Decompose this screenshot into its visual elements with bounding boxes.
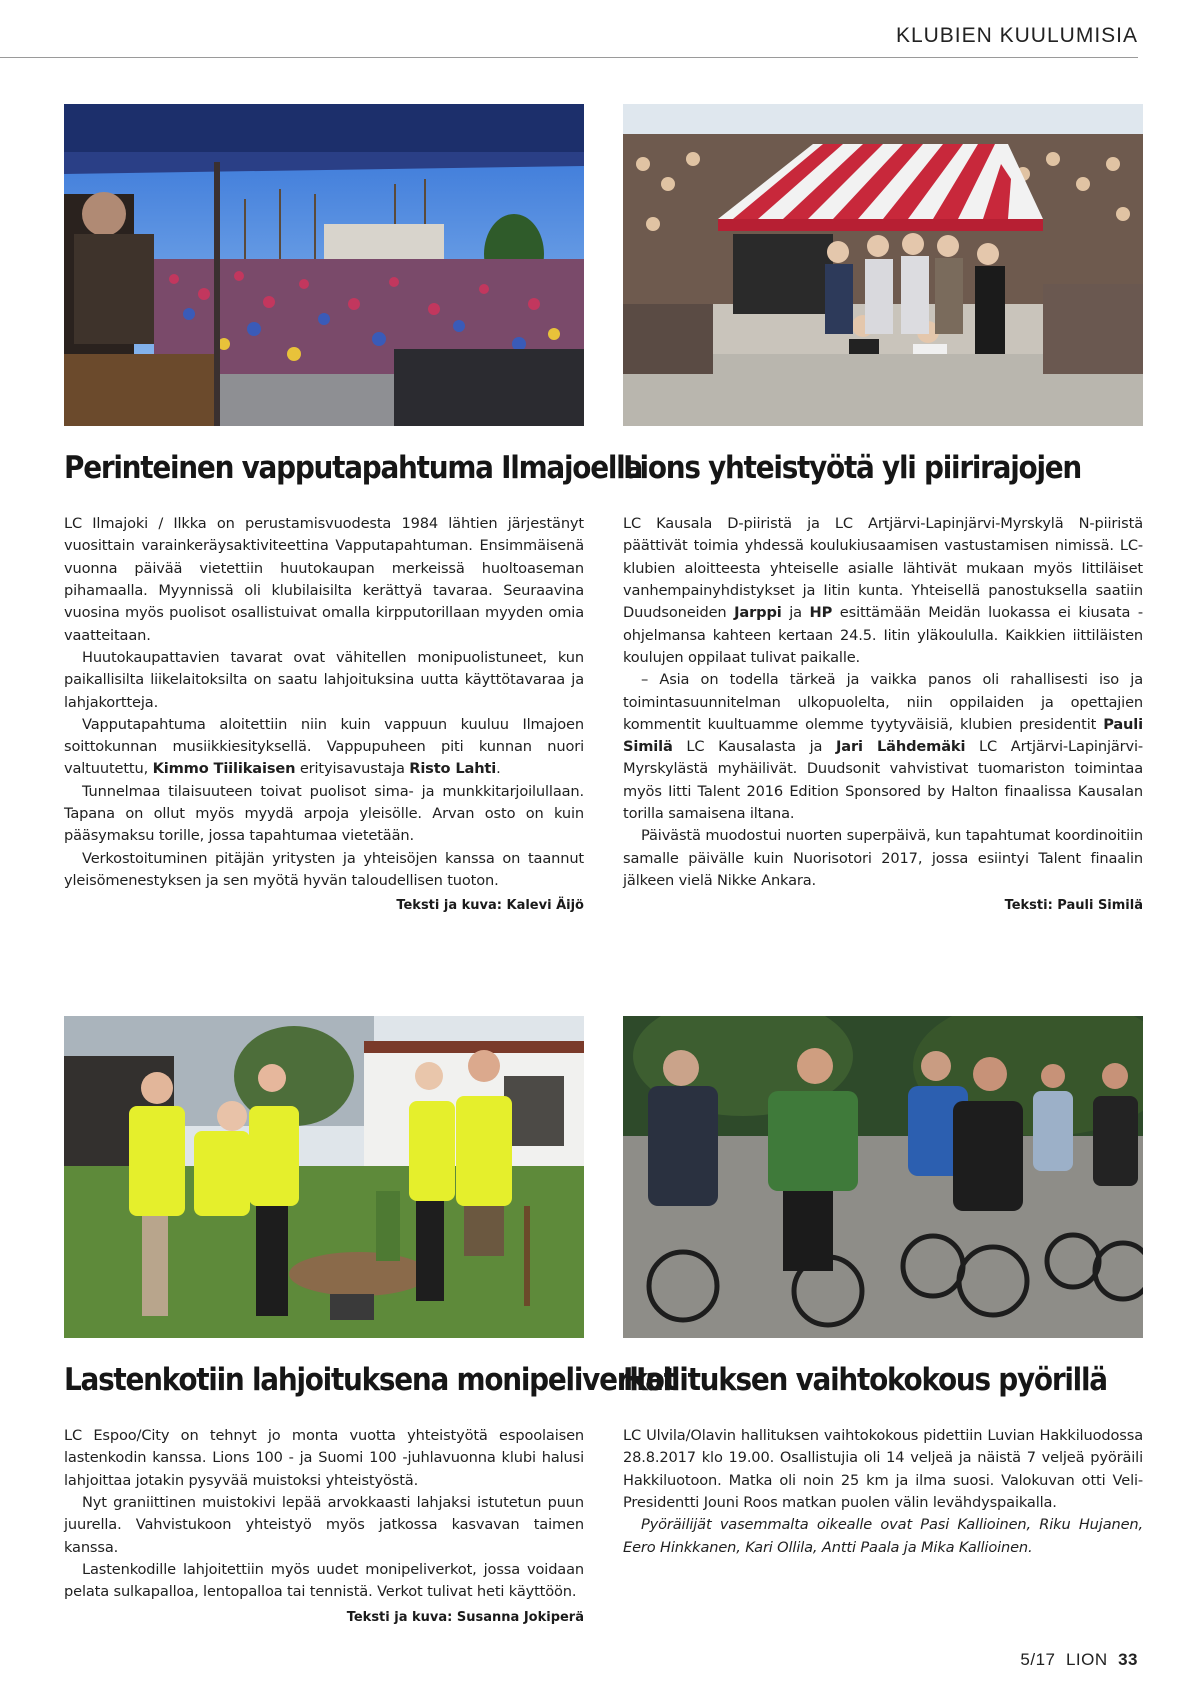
article-vaihtokokous [623, 1016, 1143, 1559]
article-title: Hallituksen vaihtokokous pyörillä [623, 1362, 1107, 1398]
person-name: HP [809, 604, 833, 622]
person-name: Jarppi [734, 604, 782, 622]
page-footer [1020, 1650, 1138, 1670]
article-title: Perinteinen vapputapahtuma Ilmajoella [64, 450, 643, 486]
issue-number: 5/17 [1020, 1650, 1056, 1669]
photo-caption: Pyöräilijät vasemmalta oikealle ovat Pasi Kallioinen, Riku Hujanen, Eero Hinkkanen, Kari Ollila, Antti Paala ja Mika Kallioinen. [623, 1516, 1143, 1556]
article-title: Lastenkotiin lahjoituksena monipeliverkot [64, 1362, 676, 1398]
article-lastenkoti [64, 1016, 676, 1625]
photo-tree-planting [64, 1016, 584, 1338]
paragraph: LC Ulvila/Olavin hallituksen vaihtokokous pidettiin Luvian Hakkiluodossa 28.8.2017 klo 19.00. Osallistujia oli 14 veljeä ja näistä 7 veljeä pyöräili Hakkiluotoon. Matka oli noin 25 km ja ilma suosi. Valokuvan otti Veli-Presidentti Jouni Roos matkan puolen välin levähdyspaikalla. [623, 1427, 1143, 1512]
byline: Teksti ja kuva: Susanna Jokiperä [346, 1609, 584, 1625]
article-title: Lions yhteistyötä yli piirirajojen [623, 450, 1082, 486]
person-name: Risto Lahti [409, 760, 497, 778]
photo-group-under-tent [623, 104, 1143, 426]
person-name: Jari Lähdemäki [836, 738, 966, 756]
person-name: Kimmo Tiilikaisen [152, 760, 296, 778]
article-vapputapahtuma [64, 104, 643, 914]
byline: Teksti ja kuva: Kalevi Äijö [396, 898, 584, 914]
article-body [64, 1425, 584, 1603]
article-lions-yhteistyo [623, 104, 1143, 913]
section-header: KLUBIEN KUULUMISIA [895, 24, 1138, 47]
paragraph: Lastenkodille lahjoitettiin myös uudet monipeliverkot, jossa voidaan pelata sulkapalloa, lentopalloa tai tennistä. Verkot tulivat heti käyttöön. [64, 1560, 584, 1601]
header-rule [0, 57, 1138, 58]
photo-vappu-crowd [64, 104, 584, 426]
paragraph: Huutokaupattavien tavarat ovat vähitellen monipuolistuneet, kun paikallisilta liikelaitoksilta on saatu lahjoituksina uutta käyttötavaraa ja lahjakortteja. [64, 648, 584, 711]
article-body [64, 513, 584, 892]
article-body [623, 1425, 1143, 1559]
paragraph: Nyt graniittinen muistokivi lepää arvokkaasti lahjaksi istutetun puun juurella. Vahvistukoon yhteistyö myös jatkossa kasvavan taimen kanssa. [64, 1494, 584, 1556]
article-body [623, 513, 1143, 892]
paragraph: Vapputapahtuma aloitettiin niin kuin vappuun kuuluu Ilmajoen soittokunnan musiikkiesityksellä. Vappupuheen piti kunnan nuori valtuutettu, Kimmo Tiilikaisen erityisavustaja Risto Lahti. [64, 715, 584, 778]
paragraph: LC Espoo/City on tehnyt jo monta vuotta yhteistyötä espoolaisen lastenkodin kanssa. Lions 100 - ja Suomi 100 -juhlavuonna klubi halusi lahjoittaa jotakin pysyvää muistoksi yhteistyöstä. [64, 1427, 584, 1489]
paragraph: Tunnelmaa tilaisuuteen toivat puolisot sima- ja munkkitarjoilullaan. Tapana on ollut myös myydä arpoja yleisölle. Arvan osto on kuin pääsymaksu torille, jossa tapahtumaa vietetään. [64, 782, 584, 845]
paragraph: Päivästä muodostui nuorten superpäivä, kun tapahtumat koordinoitiin samalle päivälle kuin Nuorisotori 2017, jossa esiintyi Talent finaalin jälkeen vielä Nikke Ankara. [623, 827, 1143, 889]
magazine-name: LION [1065, 1650, 1108, 1669]
paragraph: LC Kausala D-piiristä ja LC Artjärvi-Lapinjärvi-Myrskylä N-piiristä päättivät toimia yhdessä koulukiusaamisen vastustamisen nimissä. LC-klubien aloitteesta yhteiselle asialle lähtivät mukaan myös Iittiläiset vanhempainyhdistykset ja Iitin kunta. Yhteisellä panostuksella saatiin Duudsoneiden Jarppi ja HP esittämään Meidän luokassa ei kiusata -ohjelmansa kahteen kertaan 24.5. Iitin yläkoululla. Kaikkien iittiläisten koulujen oppilaat tulivat paikalle. [623, 515, 1143, 666]
paragraph: – Asia on todella tärkeä ja vaikka panos oli rahallisesti iso ja toimintasuunnitelman ulkopuolelta, niin oppilaiden ja opettajien kommentit kuultuamme olemme tyytyväisiä, klubien presidentit Pauli Similä LC Kausalasta ja Jari Lähdemäki LC Artjärvi-Lapinjärvi-Myrskylästä myhäilivät. Duudsonit vahvistivat tuomariston toimintaa myös Iitti Talent 2016 Edition Sponsored by Halton finaalissa Kausalan torilla samaisena iltana. [623, 671, 1143, 823]
page-number: 33 [1118, 1650, 1138, 1669]
byline: Teksti: Pauli Similä [1004, 898, 1143, 914]
photo-cyclists [623, 1016, 1143, 1338]
person-name: Pauli Similä [623, 715, 1143, 756]
paragraph: LC Ilmajoki / Ilkka on perustamisvuodesta 1984 lähtien järjestänyt vuosittain varainkeräysaktiviteettina Vapputapahtuman. Ensimmäisenä vuonna päivää vietettiin huutokaupan merkeissä huoltoaseman pihamaalla. Myynnissä oli klubilaisilta kerättyä tavaraa. Seuraavina vuosina myös puolisot osallistuivat omalla kirpputorillaan myyden omia vaatteitaan. [64, 515, 584, 644]
paragraph: Verkostoituminen pitäjän yritysten ja yhteisöjen kanssa on taannut yleisömenestyksen ja sen myötä hyvän taloudellisen tuoton. [64, 849, 584, 889]
